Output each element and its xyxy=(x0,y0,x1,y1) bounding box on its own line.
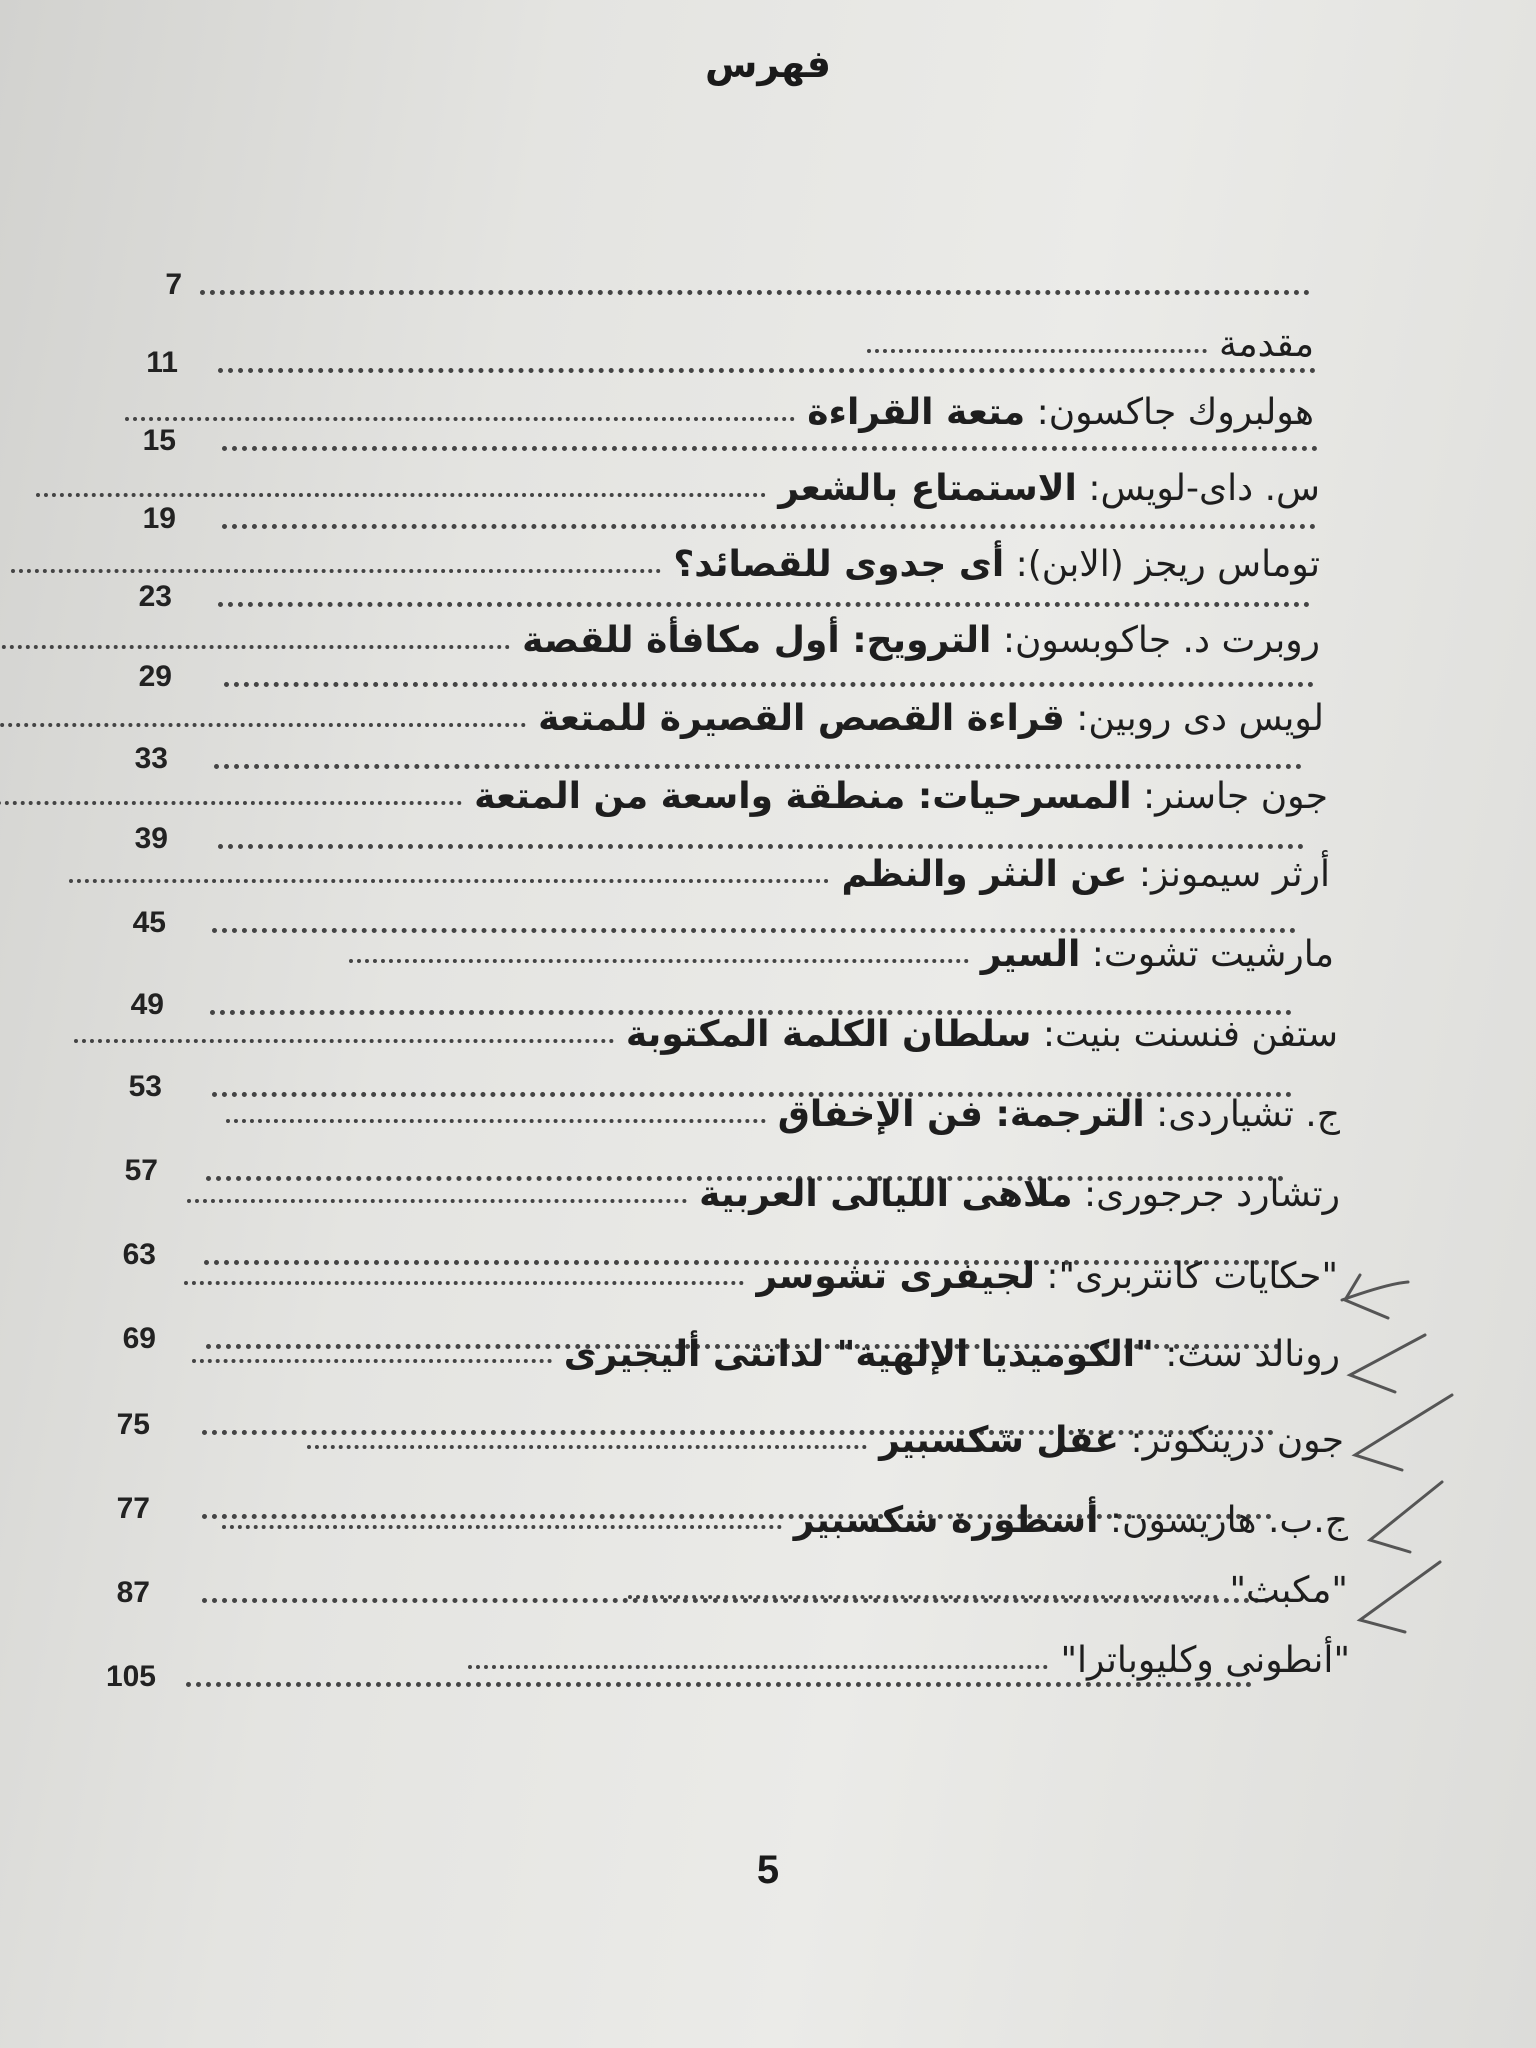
toc-entry-title: الاستمتاع بالشعر xyxy=(778,468,1077,509)
toc-dot-leader xyxy=(218,364,1316,373)
toc-entry-leader xyxy=(867,339,1207,353)
toc-page-number: 33 xyxy=(134,742,168,775)
toc-entry-text: "أنطونى وكليوباترا" xyxy=(1060,1640,1350,1681)
toc-entry-leader xyxy=(125,407,795,421)
toc-entry-author: ج.ب. هاريسون: xyxy=(1098,1500,1348,1541)
toc-page-number: 69 xyxy=(122,1322,156,1355)
toc-entry xyxy=(36,468,1320,509)
toc-entry xyxy=(184,1256,1338,1297)
toc-entry-title: أسطورة شكسبير xyxy=(793,1500,1099,1541)
toc-page-number: 105 xyxy=(105,1660,156,1693)
toc-entry-leader xyxy=(69,869,829,883)
toc-entry-author: مارشيت تشوت: xyxy=(1080,934,1334,975)
toc-dot-leader xyxy=(224,678,1314,687)
toc-entry-author: روبرت د. جاكوبسون: xyxy=(991,620,1320,661)
toc-entry xyxy=(11,544,1320,585)
toc-dot-leader xyxy=(222,520,1316,529)
toc-entry-leader xyxy=(468,1655,1048,1669)
toc-entry-title: متعة القراءة xyxy=(807,392,1026,433)
toc-entry-title: أى جدوى للقصائد؟ xyxy=(673,544,1005,585)
toc-entry xyxy=(0,776,1328,817)
toc-entry xyxy=(0,698,1324,739)
toc-page-number: 11 xyxy=(146,346,178,379)
toc-entry-title: "الكوميديا الإلهية" لدانتى أليجيرى xyxy=(563,1334,1154,1375)
toc-entry-title: قراءة القصص القصيرة للمتعة xyxy=(538,698,1065,739)
toc-dot-leader xyxy=(222,442,1318,451)
toc-dot-leader xyxy=(212,924,1296,933)
toc-page-number: 53 xyxy=(128,1070,162,1103)
toc-page-number: 23 xyxy=(138,580,172,613)
toc-entry-leader xyxy=(0,635,510,649)
pencil-mark xyxy=(1370,1482,1442,1552)
toc-entry xyxy=(468,1640,1350,1681)
toc-entry-leader xyxy=(349,949,969,963)
toc-entry-author: ج. تشياردى: xyxy=(1144,1094,1340,1135)
toc-page-number: 39 xyxy=(134,822,168,855)
toc-entry-title: المسرحيات: منطقة واسعة من المتعة xyxy=(474,776,1132,817)
pencil-mark xyxy=(1360,1562,1440,1632)
toc-entry-leader xyxy=(226,1109,766,1123)
toc-dot-leader xyxy=(214,760,1302,769)
toc-page-number: 87 xyxy=(116,1576,150,1609)
toc-entry-title: عقل شكسبير xyxy=(879,1420,1120,1461)
toc-entry xyxy=(187,1174,1340,1215)
toc-entry xyxy=(222,1500,1348,1541)
toc-entry xyxy=(867,324,1314,365)
toc-page-number: 77 xyxy=(116,1492,150,1525)
toc-entry-text: "مكبث" xyxy=(1229,1570,1348,1611)
toc-entry xyxy=(0,620,1320,661)
toc-entry-author: جون جاسنر: xyxy=(1131,776,1328,817)
page-folio: 5 xyxy=(756,1848,780,1892)
toc-entry-author: أرثر سيمونز: xyxy=(1127,854,1330,895)
pencil-mark xyxy=(1345,1275,1388,1318)
toc-entry-leader xyxy=(628,1585,1218,1599)
toc-page-number: 57 xyxy=(124,1154,158,1187)
toc-entry-title: عن النثر والنظم xyxy=(841,854,1128,895)
toc-page-number: 49 xyxy=(130,988,164,1021)
toc-page-number: 7 xyxy=(165,268,182,301)
toc-entry xyxy=(192,1334,1340,1375)
toc-entry xyxy=(628,1570,1349,1611)
toc-entry-leader xyxy=(222,1515,782,1529)
toc-dot-leader xyxy=(218,598,1310,607)
toc-entry xyxy=(226,1094,1340,1135)
toc-entry-author: رتشارد جرجورى: xyxy=(1072,1174,1340,1215)
toc-entry-title: الترويح: أول مكافأة للقصة xyxy=(522,620,992,661)
toc-entry-title: ملاهى الليالى العربية xyxy=(699,1174,1073,1215)
toc-entry xyxy=(307,1420,1344,1461)
toc-entry-leader xyxy=(0,791,462,805)
toc-entry-author: جون درينكوتر: xyxy=(1119,1420,1344,1461)
toc-page-number: 15 xyxy=(142,424,176,457)
pencil-mark xyxy=(1355,1395,1452,1470)
toc-entry-title: الترجمة: فن الإخفاق xyxy=(777,1094,1145,1135)
page-title: فهرس xyxy=(704,42,832,86)
toc-entry xyxy=(69,854,1330,895)
toc-page-number: 45 xyxy=(132,906,166,939)
toc-entry-leader xyxy=(36,483,766,497)
toc-dot-leader xyxy=(200,286,1310,295)
toc-entry xyxy=(125,392,1314,433)
toc-entry-author: "حكايات كانتربرى": xyxy=(1034,1256,1338,1297)
pencil-mark xyxy=(1342,1282,1408,1300)
toc-entry-author: ستفن فنسنت بنيت: xyxy=(1031,1014,1338,1055)
toc-entry-leader xyxy=(307,1435,867,1449)
toc-entry xyxy=(349,934,1334,975)
toc-entry-title: السير xyxy=(980,934,1081,975)
toc-dot-leader xyxy=(218,840,1304,849)
toc-entry-author: توماس ريجز (الابن): xyxy=(1004,544,1320,585)
toc-entry-leader xyxy=(184,1271,744,1285)
toc-entry-leader xyxy=(192,1349,552,1363)
toc-entry-author: رونالد سث: xyxy=(1153,1334,1340,1375)
toc-entry-text: مقدمة xyxy=(1219,324,1314,365)
toc-page-number: 19 xyxy=(142,502,176,535)
toc-entry-title: لجيفرى تشوسر xyxy=(756,1256,1035,1297)
pencil-mark xyxy=(1350,1335,1425,1392)
toc-entry-leader xyxy=(11,559,661,573)
toc-entry-author: هولبروك جاكسون: xyxy=(1025,392,1314,433)
toc-entry-leader xyxy=(0,713,526,727)
toc-entry-author: لويس دى روبين: xyxy=(1064,698,1324,739)
toc-page-number: 75 xyxy=(116,1408,150,1441)
toc-entry-title: سلطان الكلمة المكتوبة xyxy=(625,1014,1032,1055)
toc-entry-leader xyxy=(74,1029,614,1043)
toc-entry-author: س. داى-لويس: xyxy=(1076,468,1320,509)
toc-entry xyxy=(74,1014,1338,1055)
toc-page-number: 29 xyxy=(138,660,172,693)
toc-entry-leader xyxy=(187,1189,687,1203)
toc-page-number: 63 xyxy=(122,1238,156,1271)
